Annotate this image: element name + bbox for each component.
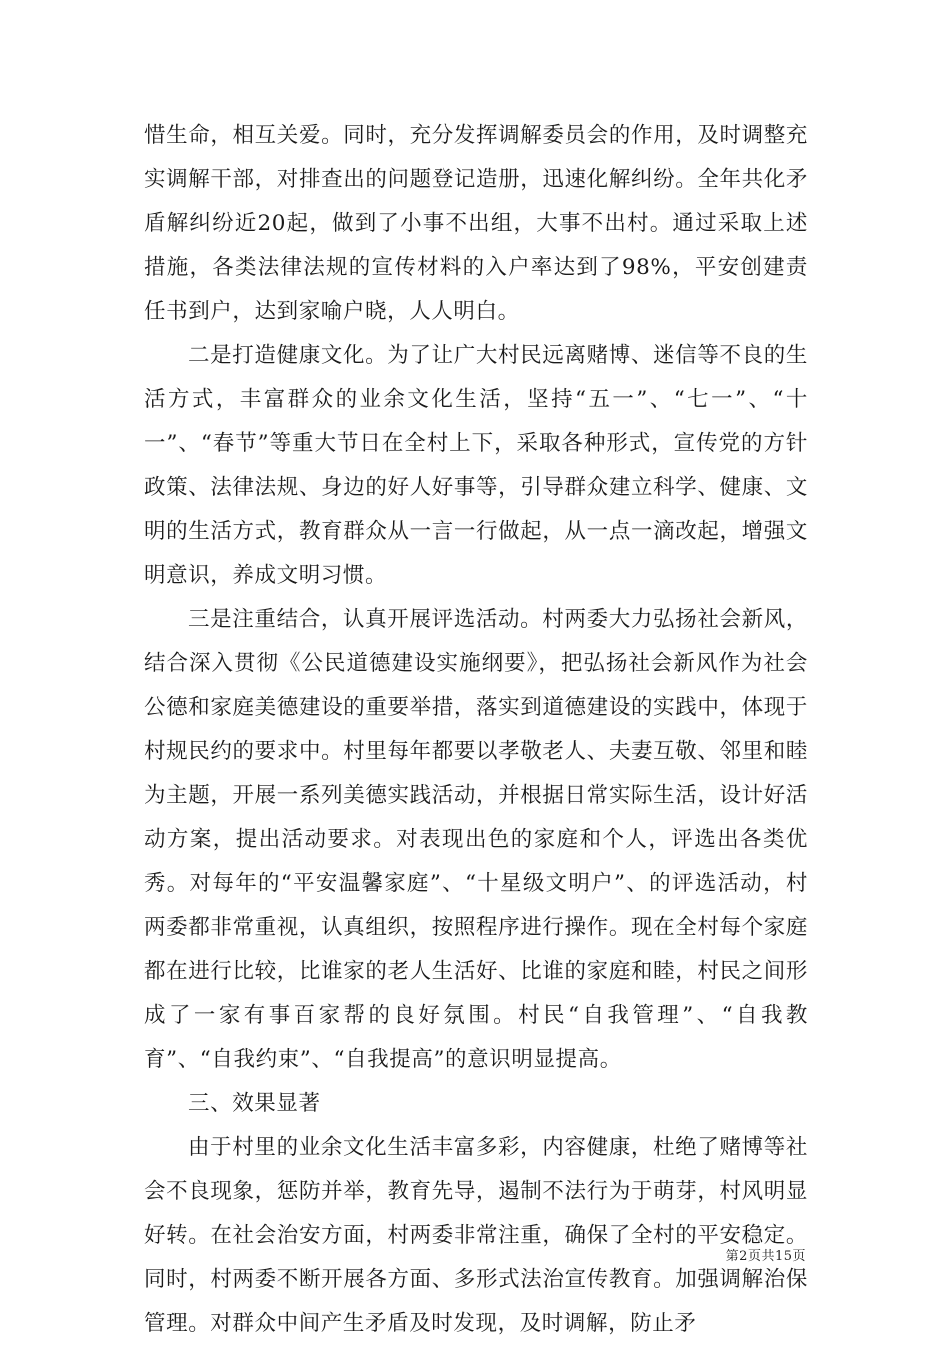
paragraph-5: 由于村里的业余文化生活丰富多彩，内容健康，杜绝了赌博等社会不良现象，惩防并举，教育先导，遏制不法行为于萌芽，村风明显好转。在社会治安方面，村两委非常注重，确保了全村的平安稳定。同时，村两委不断开展各方面、多形式法治宣传教育。加强调解治保管理。对群众中间产生矛盾及时发现，及时调解，防止矛: [144, 1135, 808, 1336]
document-body: [144, 114, 808, 1346]
paragraph-1: 惜生命，相互关爱。同时，充分发挥调解委员会的作用，及时调整充实调解干部，对排查出的问题登记造册，迅速化解纠纷。全年共化矛盾解纠纷近20起，做到了小事不出组，大事不出村。通过采取上述措施，各类法律法规的宣传材料的入户率达到了98%，平安创建责任书到户，达到家喻户晓，人人明白。: [144, 123, 808, 324]
paragraph-3: 三是注重结合，认真开展评选活动。村两委大力弘扬社会新风，结合深入贯彻《公民道德建设实施纲要》，把弘扬社会新风作为社会公德和家庭美德建设的重要举措，落实到道德建设的实践中，体现于村规民约的要求中。村里每年都要以孝敬老人、夫妻互敬、邻里和睦为主题，开展一系列美德实践活动，并根据日常实际生活，设计好活动方案，提出活动要求。对表现出色的家庭和个人，评选出各类优秀。对每年的“平安温馨家庭”、“十星级文明户”、的评选活动，村两委都非常重视，认真组织，按照程序进行操作。现在全村每个家庭都在进行比较，比谁家的老人生活好、比谁的家庭和睦，村民之间形成了一家有事百家帮的良好氛围。村民“自我管理”、“自我教育”、“自我约束”、“自我提高”的意识明显提高。: [144, 607, 808, 1072]
section-heading-effects: 三、效果显著: [188, 1091, 321, 1116]
paragraph-2: 二是打造健康文化。为了让广大村民远离赌博、迷信等不良的生活方式，丰富群众的业余文化生活，坚持“五一”、“七一”、“十一”、“春节”等重大节日在全村上下，采取各种形式，宣传党的方针政策、法律法规、身边的好人好事等，引导群众建立科学、健康、文明的生活方式，教育群众从一言一行做起，从一点一滴改起，增强文明意识，养成文明习惯。: [144, 343, 808, 588]
page-number: 第2页共15页: [725, 1249, 806, 1264]
